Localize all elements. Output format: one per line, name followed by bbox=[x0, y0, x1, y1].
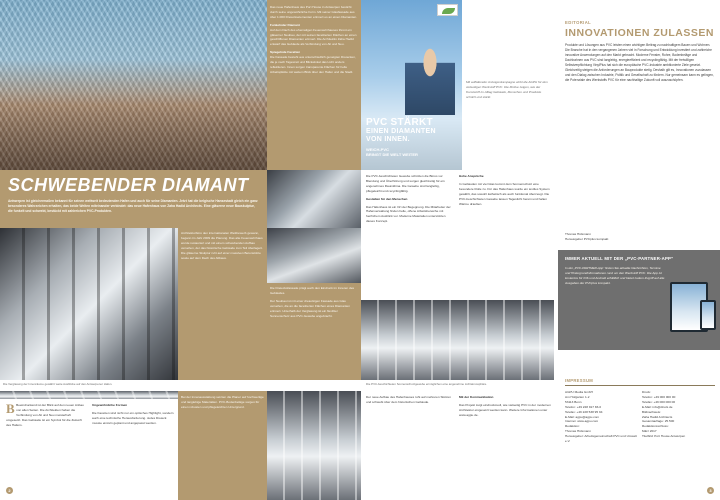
bottom-col-a-text: Beeindruckend ist der Blick auf den neuen Anbau von allen Seiten. Die Architekten haben die Verbindung von Alt und Neu meisterhaft umgesetzt. Das Gebäude ist ein Symbol für die Zukunft des Hafens. bbox=[6, 403, 84, 427]
bottom-col-c: Bei der Innenausstattung setzten die Planer auf hochwertige und langlebige Materialien. PVC-Bodenbeläge sorgen für einen robusten und pflegeleichten Untergrund. bbox=[181, 395, 264, 409]
mid-col-c-head: Gestalten für den Menschen bbox=[366, 196, 408, 201]
phone-image bbox=[700, 300, 716, 330]
bottom-col-d-head: Mit der Kommunikation bbox=[459, 395, 494, 399]
imprint-line: Am Hofgarten 1-2 bbox=[565, 394, 590, 399]
intro-text: Antwerpen ist gleichermaßen bekannt für seinen weltweit bedeutenden Hafen und auch für seine Diamanten. Jetzt hat die belgische Hansestadt gleich ein ganz besonderes Wahrzeichen erhalten, das beide Welten miteinander verbindet: das neue Hafenhaus von Zaha Hadid Architects. Eine gläserne neue Bauskulptur, die funkelt und schwebt, bestückt mit zahlreichen PVC-Produkten. bbox=[8, 199, 258, 214]
imprint-line: Redaktion: bbox=[565, 424, 580, 429]
signature-role: Herausgeber PVCplus kompakt bbox=[565, 236, 609, 241]
imprint-line: Thomas Hülsmann bbox=[565, 429, 591, 434]
ad-logo bbox=[437, 4, 458, 16]
imprint-line: AGPU Media GmbH bbox=[565, 390, 593, 394]
bottom-col-e bbox=[459, 395, 551, 495]
ad-title-line2: EINEN DIAMANTEN bbox=[366, 128, 436, 135]
editorial-title: INNOVATIONEN ZULASSEN bbox=[565, 27, 714, 39]
mid-col-small-caption: Der neue Aufbau des Hafenhauses ruht auf mehreren Stützen und schwebt über dem historischen Gebäude. bbox=[366, 395, 451, 404]
hall-photo bbox=[267, 391, 361, 500]
headline: SCHWEBENDER DIAMANT bbox=[8, 175, 249, 195]
mid-col-c-body: Das Hafenhaus ist ein Ort der Begegnung. Die Mitarbeiter der Hafenverwaltung finden helle, offene Arbeitsbereiche mit herrlichem Ausblick vor. Moderne Materialien unterstützen dieses Konzept. bbox=[366, 204, 451, 224]
lobby-caption-text: Die Dreiecksfassade prägt auch den Eindruck im Inneren des Gebäudes. bbox=[270, 286, 355, 295]
interior-photo-small bbox=[267, 170, 361, 228]
ad-sub-line2: BRINGT DIE WELT WEITER bbox=[366, 152, 418, 157]
imprint-line: Internet: www.agpu.com bbox=[565, 419, 599, 424]
mid-col-b: Der Neubau ist mit einer dreieckigen Fassade aus Glas versehen, die an die facettierten Flächen eines Diamanten erinnert. Unterhalb der Verglasung ist ein flexibler Sonnenschutz aus PVC-Gewebe angebracht. bbox=[270, 298, 350, 318]
bottom-col-b bbox=[92, 403, 176, 495]
imprint-rule bbox=[565, 385, 715, 386]
office-photo-caption: Die Verglasung der Innenräume gewährt weite Ausblicke auf den Antwerpener Hafen. bbox=[3, 382, 113, 386]
office-photo-large bbox=[0, 228, 178, 380]
gold-column-text bbox=[270, 5, 358, 167]
imprint-line: E-Mail: info@druck.de bbox=[642, 404, 673, 409]
imprint-line: Druck: bbox=[642, 390, 651, 394]
gold-column-lead: Das neue Hafenhaus des Port House in Antwerpen besticht durch seine ungewöhnliche Form. Mit seiner Glasfassade aus über 1.000 Dreieckselementen erinnert es an einen Diamanten. bbox=[270, 5, 358, 19]
page-number-right: 3 bbox=[707, 487, 714, 494]
gold-section-body-2: Die Fassade besteht aus unterschiedlich geneigten Dreiecken, die je nach Tageszeit und Blickwinkel das Licht anders reflektieren. Innen sorgen transparente Flächen für helle Arbeitsplätze mit weitem Blick über den Hafen und die Stadt. bbox=[270, 55, 356, 74]
bottom-col-d bbox=[366, 395, 454, 495]
imprint-line: März 2017 bbox=[642, 429, 657, 434]
imprint-line: Telefax: +49 228 538 95 94 bbox=[565, 409, 603, 414]
imprint-line: Gesamtauflage: 25.500 bbox=[642, 419, 675, 424]
imprint-line: Redaktionsschluss: bbox=[642, 424, 669, 429]
page-number-left: 2 bbox=[6, 487, 13, 494]
bottom-col-d-text: Das Projekt zeigt eindrucksvoll, wie vielseitig PVC in der modernen Architektur eingesetzt werden kann. Weitere Informationen unter www.agpu.de. bbox=[459, 402, 551, 417]
imprint-line: Telefon: +49 000 000 00 bbox=[642, 394, 676, 399]
imprint-line: Bildnachweis: bbox=[642, 409, 661, 414]
mid-col-d bbox=[459, 174, 551, 299]
gold-section-head-2: Spiegelnde Facetten bbox=[270, 50, 301, 55]
lobby-caption bbox=[270, 286, 358, 378]
bottom-left-photo bbox=[0, 391, 178, 399]
ad-title-line3: VON INNEN. bbox=[366, 136, 410, 143]
gold-section-head-1: Funkelnder Diamant bbox=[270, 22, 300, 27]
editorial-signature bbox=[565, 232, 715, 244]
ad-person-figure bbox=[405, 40, 455, 115]
imprint-line: E-Mail: agpu@agpu.com bbox=[565, 414, 600, 419]
hall-photo-caption: Die PVC-beschichteten Sonnenschutzgewebe ermöglichen eine angenehme Lichtatmosphäre. bbox=[366, 382, 488, 386]
imprint-line: Titelbild: Port House Antwerpen bbox=[642, 434, 686, 439]
ad-caption: Mit auffallender Anzeigenkampagne wirbt die AGPU für den vielseitigen Werkstoff PVC. Die Motive zeigen, wie der Kunststoff im Alltag Gebäude, Menschen und Produkte schützt und stärkt. bbox=[466, 80, 548, 99]
gold-section-body-1: Auf dem Dach des ehemaligen Feuerwehrhauses thront ein gläserner Neubau, der mit seinen facettierten Flächen an einen geschliffenen Diamanten erinnert. Die Architektin Zaha Hadid entwarf das Gebäude als Verbindung von Alt und Neu. bbox=[270, 27, 357, 47]
mid-col-c-text: Die PVC-beschichteten Gewebe schützen die Büros vor Blendung und Überhitzung und sorgen gleichzeitig für ein angenehmes Raumklima. Die Gewebe sind langlebig, pflegeleicht und recyclingfähig. bbox=[366, 174, 445, 193]
editorial-body: Produkte und Lösungen aus PVC leisten einen wichtigen Beitrag zu nachhaltigem Bauen und Wohnen. Die Branche hat in den vergangenen Jahren viel in Forschung und Entwicklung investiert und zahlreiche innovative Anwendungen auf den Markt gebracht. Moderne Fenster, Rohre, Bodenbeläge und Dachbahnen aus PVC sind langlebig, energieeffizient und recyclingfähig. Mit der freiwilligen Selbstverpflichtung VinylPlus hat sich die europäische PVC-Industrie ambitionierte Ziele gesetzt. Gleichzeitig steigen die Anforderungen an Bauprodukte stetig. Deshalb gilt es, Innovationen zuzulassen und den Dialog zwischen Industrie, Politik und Gesellschaft zu fördern. Nur gemeinsam kann es gelingen, die Potenziale des Werkstoffs PVC für eine nachhaltige Zukunft voll auszuschöpfen. bbox=[565, 43, 714, 82]
leaf-icon bbox=[442, 8, 455, 14]
imprint-line: Zaha Hadid Architects bbox=[642, 414, 673, 419]
mid-col-d-text: In Gebäuden mit viel Glas kommt dem Sonnenschutz eine besondere Rolle zu. Für das Hafenhaus wurde ein textiles System gewählt, das sowohl ästhetisch als auch funktional überzeugt. Die PVC-beschichteten Gewebe lassen Tageslicht herein und halten Wärme draußen. bbox=[459, 181, 550, 206]
hall-photo-large bbox=[361, 300, 554, 380]
imprint-line: 53113 Bonn bbox=[565, 399, 582, 404]
bottom-col-b-head: Ungewöhnliche Formen bbox=[92, 403, 128, 407]
bottom-col-b-text: Die Facetten sind nicht nur ein optisches Highlight, sondern auch eine technische Herausforderung. Jedes Dreieck musste einzeln geplant und angepasst werden. bbox=[92, 410, 174, 425]
bottom-col-a bbox=[6, 403, 86, 495]
signature-name: Thomas Hülsmann bbox=[565, 232, 591, 236]
imprint-line: Herausgeber: Arbeitsgemeinschaft PVC und Umwelt e.V. bbox=[565, 434, 637, 444]
ad-sub-line1: WEICH-PVC bbox=[366, 147, 389, 152]
app-box-body: In der „PVC-PARTNER-App“ finden Sie aktuelle Nachrichten, Termine und Hintergrundinformationen rund um den Werkstoff PVC. Die App ist kostenlos für iOS und Android erhältlich und bietet zudem Zugriff auf alle Ausgaben der PVCplus kompakt. bbox=[565, 266, 665, 285]
lobby-photo bbox=[267, 228, 361, 283]
imprint-label: IMPRESSUM bbox=[565, 378, 594, 383]
mid-col-d-head: Hohe Ansprüche bbox=[459, 174, 484, 178]
imprint-line: Telefon: +49 228 917 83-0 bbox=[565, 404, 602, 409]
dropcap: B bbox=[6, 403, 15, 416]
imprint-col2 bbox=[642, 390, 715, 495]
mid-col-c bbox=[366, 174, 454, 299]
editorial-label: EDITORIAL bbox=[565, 20, 592, 25]
ad-title-line1: PVC STÄRKT bbox=[366, 117, 433, 128]
imprint-col1 bbox=[565, 390, 637, 495]
building-photo bbox=[0, 0, 267, 170]
app-box-title: IMMER AKTUELL MIT DER „PVC-PARTNER-APP“ bbox=[565, 256, 674, 261]
mid-col-a: Architekturbüro den internationalen Wettbewerb gewann, begann im Jahr 2009 die Planung. Das alte Feuerwehrhaus wurde restauriert und mit einem schwebenden Aufbau versehen, der das historische Gebäude zum Teil überlagert. Die gläserne Skulptur ruht auf einer massiven Betonstütze sowie auf dem Dach des Altbaus. bbox=[181, 231, 263, 260]
imprint-line: Telefax: +49 000 000 00 bbox=[642, 399, 676, 404]
